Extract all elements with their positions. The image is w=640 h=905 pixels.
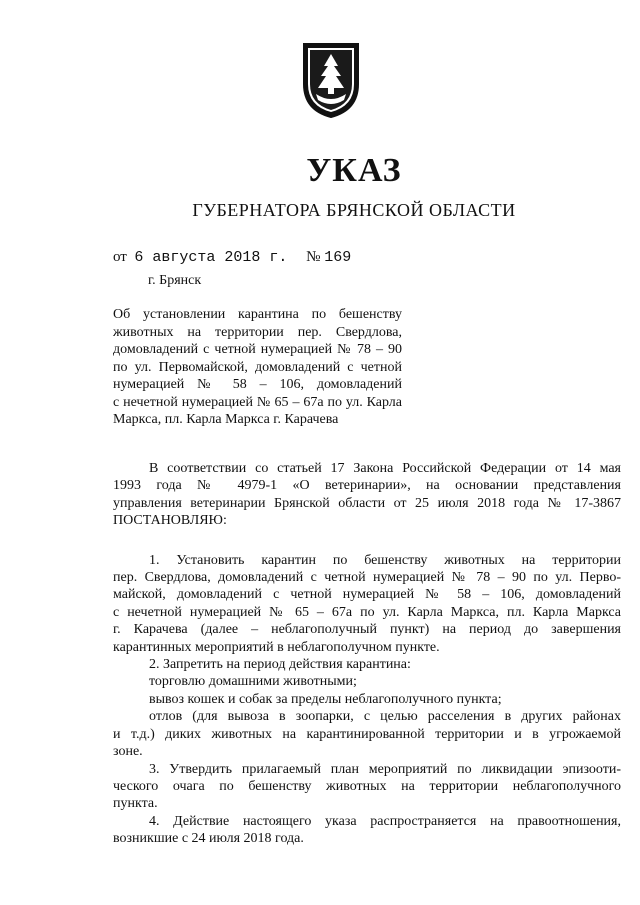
item-2-sub: вывоз кошек и собак за пределы неблагополучного пункта; <box>149 691 502 707</box>
item-4-line: возникшие с 24 июля 2018 года. <box>113 831 304 847</box>
item-2-sub: и т.д.) диких животных на карантинированной территории и в угрожаемой <box>113 726 621 742</box>
city-name: г. Брянск <box>148 273 202 288</box>
preamble <box>113 460 621 530</box>
item-4-line: 4. Действие настоящего указа распространяется на правоотношения, <box>149 813 621 829</box>
preamble-line: В соответствии со статьей 17 Закона Российской Федерации от 14 мая <box>149 461 621 476</box>
subject-line: домовладений с четной нумерацией № 78 – 90 <box>113 342 402 357</box>
decree-keyword: ПОСТАНОВЛЯЮ: <box>113 513 227 529</box>
item-1-line: пер. Свердлова, домовладений с четной нумерацией № 78 – 90 по ул. Перво- <box>113 570 621 586</box>
item-2-sub: зоне. <box>113 744 143 760</box>
number-value: 169 <box>324 249 352 266</box>
item-3-line: пункта. <box>113 796 158 812</box>
document-subject <box>113 306 402 429</box>
item-1-line: г. Карачева (далее – неблагополучный пункт) на период до завершения <box>113 622 621 638</box>
document-title: УКАЗ <box>306 152 402 189</box>
preamble-line: управления ветеринарии Брянской области от 25 июля 2018 года № 17-3867 <box>113 495 621 511</box>
item-1-line: карантинных мероприятий в неблагополучном пункте. <box>113 639 440 655</box>
item-2-intro: 2. Запретить на период действия карантина: <box>149 657 411 673</box>
item-1-line: майской, домовладений с четной нумерацией № 58 – 106, домовладений <box>113 587 621 603</box>
number-prefix: № <box>306 249 321 265</box>
document-body <box>113 460 621 848</box>
document-subtitle: ГУБЕРНАТОРА БРЯНСКОЙ ОБЛАСТИ <box>192 200 516 220</box>
item-2 <box>113 656 621 760</box>
item-1 <box>113 552 621 656</box>
subject-line: по ул. Первомайской, домовладений с четной <box>113 359 402 375</box>
subject-line: с нечетной нумерацией № 65 – 67а по ул. Карла <box>113 394 402 410</box>
item-4 <box>113 813 621 848</box>
item-3-line: 3. Утвердить прилагаемый план мероприятий по ликвидации эпизооти- <box>149 761 621 777</box>
subject-line: животных на территории пер. Свердлова, <box>113 324 402 340</box>
coat-of-arms-emblem <box>300 40 362 120</box>
item-3 <box>113 761 621 813</box>
item-2-sub: торговлю домашними животными; <box>149 674 357 690</box>
item-1-line: с нечетной нумерацией № 65 – 67а по ул. Карла Маркса, пл. Карла Маркса <box>113 604 621 620</box>
item-2-sub: отлов (для вывоза в зоопарки, с целью расселения в других районах <box>149 709 621 725</box>
date-value: 6 августа 2018 г. <box>134 249 288 266</box>
date-number-line <box>113 249 351 266</box>
subject-line: Маркса, пл. Карла Маркса г. Карачева <box>113 412 339 427</box>
subject-line: Об установлении карантина по бешенству <box>113 307 402 322</box>
item-1-line: 1. Установить карантин по бешенству животных на территории <box>149 552 621 568</box>
subject-line: нумерацией № 58 – 106, домовладений <box>113 377 402 392</box>
date-prefix: от <box>113 249 127 265</box>
item-3-line: ческого очага по бешенству животных на территории неблагополучного <box>113 778 621 794</box>
preamble-line: 1993 года № 4979-1 «О ветеринарии», на основании представления <box>113 478 621 494</box>
